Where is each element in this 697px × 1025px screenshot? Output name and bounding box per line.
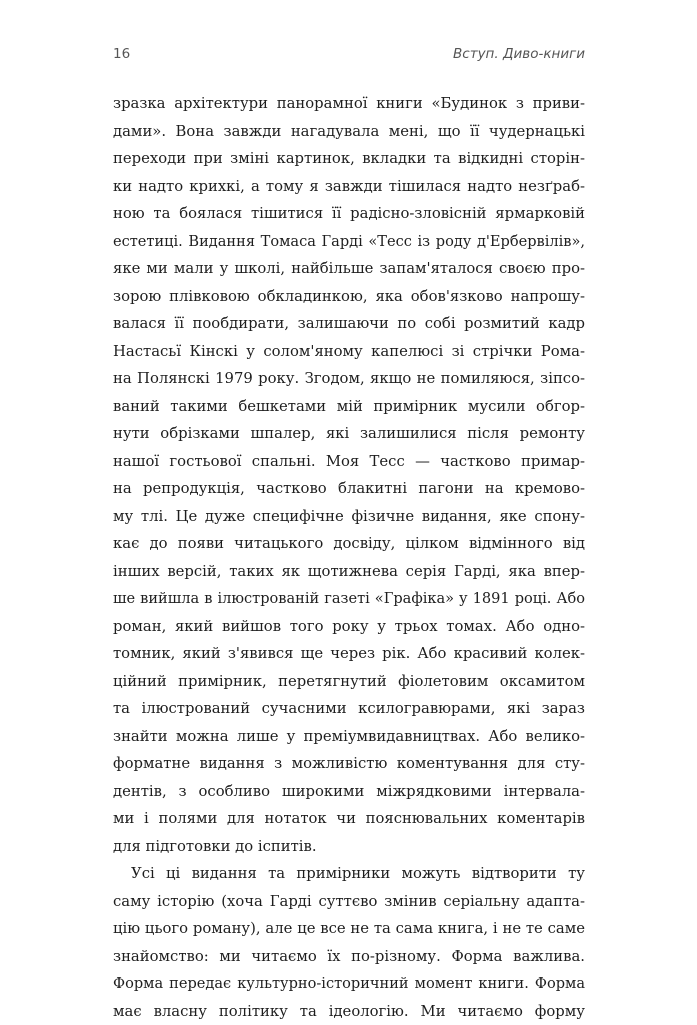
text-line: яке ми мали у школі, найбільше запам'ятaлося своєю про- (113, 255, 585, 283)
body-text (113, 90, 585, 1025)
text-line: інших версій, таких як щотижнева серія Гарді, яка впер- (113, 558, 585, 586)
text-line: томник, який з'явився ще через рік. Або красивий колек- (113, 640, 585, 668)
text-line: переходи при зміні картинок, вкладки та відкидні сторін- (113, 145, 585, 173)
text-line: нути обрізками шпалер, які залишилися після ремонту (113, 420, 585, 448)
text-line: ки надто крихкі, а тому я завжди тішилася надто незґраб- (113, 173, 585, 201)
text-line: ційний примірник, перетягнутий фіолетовим оксамитом (113, 668, 585, 696)
text-line: має власну політику та ідеологію. Ми читаємо форму (113, 998, 585, 1025)
text-line: естетиці. Видання Томаса Гарді «Тесс із роду д'Ербервілів», (113, 228, 585, 256)
paragraph-2 (113, 860, 585, 1025)
text-line: на Полянскі 1979 року. Згодом, якщо не помиляюся, зіпсо- (113, 365, 585, 393)
text-line: зразка архітектури панорамної книги «Будинок з приви- (113, 90, 585, 118)
text-line: ною та боялася тішитися її радісно-зловісній ярмарковій (113, 200, 585, 228)
text-line: ми і полями для нотаток чи пояснювальних коментарів (113, 805, 585, 833)
paragraph-1 (113, 90, 585, 860)
text-line: му тлі. Це дуже специфічне фізичне видання, яке спону- (113, 503, 585, 531)
text-line: Форма передає культурно-історичний момент книги. Форма (113, 970, 585, 998)
text-line: ше вийшла в ілюстрованій газеті «Графіка» у 1891 році. Або (113, 585, 585, 613)
text-line: знайти можна лише у преміумвидавництвах. Або велико- (113, 723, 585, 751)
text-line: нашої гостьової спальні. Моя Тесс — частково примар- (113, 448, 585, 476)
text-line: форматне видання з можливістю коментування для сту- (113, 750, 585, 778)
page-number: 16 (113, 46, 130, 62)
text-line: роман, який вийшов того року у трьох томах. Або одно- (113, 613, 585, 641)
text-line: знайомство: ми читаємо їх по-різному. Форма важлива. (113, 943, 585, 971)
text-line: кає до появи читацького досвіду, цілком відмінного від (113, 530, 585, 558)
text-line: та ілюстрований сучасними ксилогравюрами, які зараз (113, 695, 585, 723)
text-line: дами». Вона завжди нагадувала мені, що її чудернацькі (113, 118, 585, 146)
text-line: цію цього роману), але це все не та сама книга, і не те саме (113, 915, 585, 943)
text-line: на репродукція, частково блакитні пагони на кремово- (113, 475, 585, 503)
text-line: дентів, з особливо широкими міжрядковими інтервала- (113, 778, 585, 806)
section-title: Вступ. Диво-книги (453, 46, 585, 62)
text-line: Усі ці видання та примірники можуть відтворити ту (113, 860, 585, 888)
text-line: для підготовки до іспитів. (113, 833, 585, 861)
text-line: саму історію (хоча Гарді суттєво змінив серіальну адапта- (113, 888, 585, 916)
text-line: Настасьї Кінскі у солом'яному капелюсі зі стрічки Рома- (113, 338, 585, 366)
running-head (113, 46, 585, 70)
text-line: ваний такими бешкетами мій примірник мусили обгор- (113, 393, 585, 421)
text-line: валася її пообдирати, залишаючи по собі розмитий кадр (113, 310, 585, 338)
text-line: зорою плівковою обкладинкою, яка обов'язково напрошу- (113, 283, 585, 311)
